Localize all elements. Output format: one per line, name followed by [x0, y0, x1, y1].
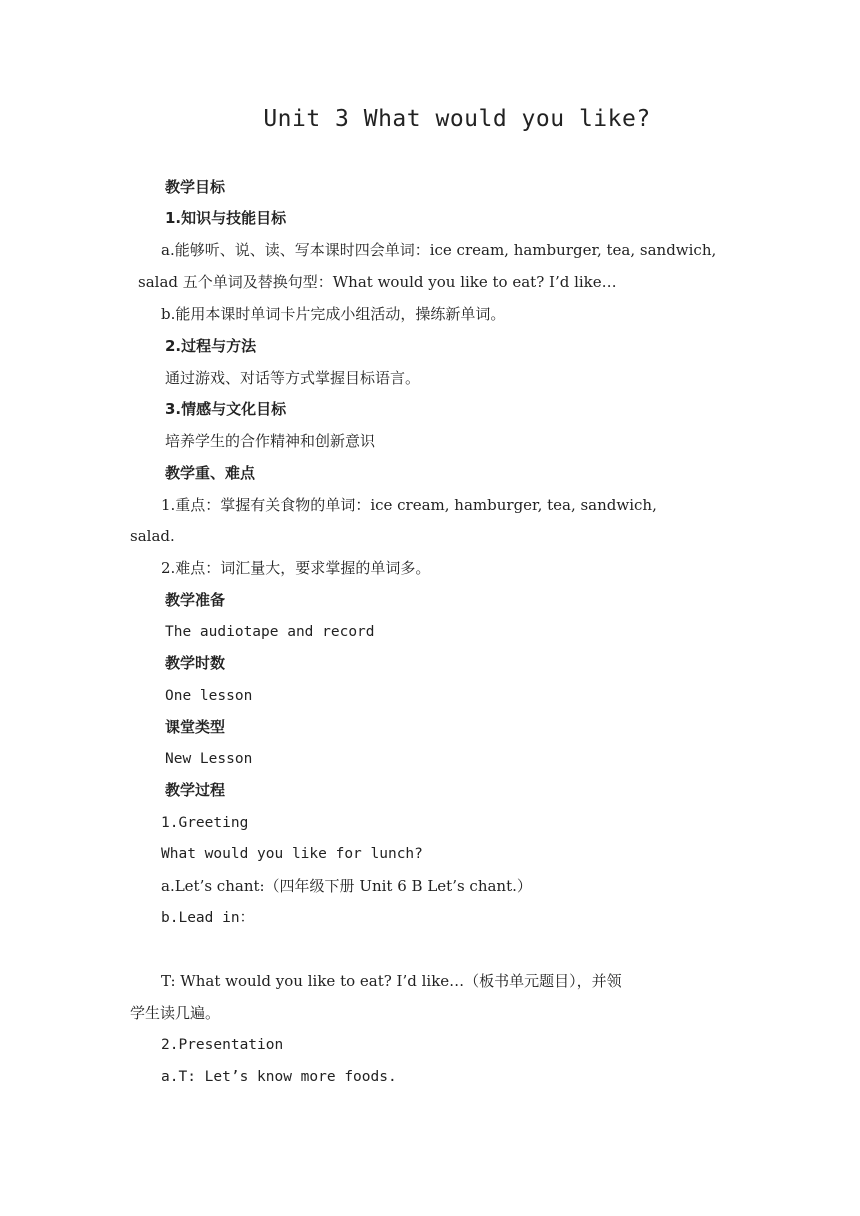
heading-process-method: 2.过程与方法 [165, 337, 257, 355]
heading-class-hours: 教学时数 [165, 654, 226, 672]
emotion-culture-text: 培养学生的合作精神和创新意识 [165, 432, 376, 450]
greeting-item-a: a.Let’s chant:（四年级下册 Unit 6 B Let’s chant.） [161, 877, 532, 895]
heading-preparation: 教学准备 [165, 591, 226, 609]
heading-class-type: 课堂类型 [165, 718, 226, 736]
class-type-text: New Lesson [165, 751, 253, 767]
heading-key-difficult: 教学重、难点 [165, 464, 256, 482]
knowledge-item-b: b.能用本课时单词卡片完成小组活动，操练新单词。 [161, 305, 506, 323]
document-title: Unit 3 What would you like? [263, 106, 651, 132]
greeting-item-b: b.Lead in： [161, 910, 255, 926]
heading-knowledge-skills: 1.知识与技能目标 [165, 209, 287, 227]
difficult-point: 2.难点：词汇量大，要求掌握的单词多。 [161, 559, 431, 577]
presentation-item-a: a.T: Let’s know more foods. [161, 1069, 397, 1085]
preparation-text: The audiotape and record [165, 624, 375, 640]
key-point-line1: 1.重点：掌握有关食物的单词：ice cream, hamburger, tea, sandwich, [161, 496, 657, 514]
procedure-step-greeting: 1.Greeting [161, 815, 249, 831]
teacher-line2: 学生读几遍。 [130, 1004, 221, 1022]
procedure-step-presentation: 2.Presentation [161, 1037, 284, 1053]
process-method-text: 通过游戏、对话等方式掌握目标语言。 [165, 369, 421, 387]
heading-emotion-culture: 3.情感与文化目标 [165, 400, 287, 418]
knowledge-item-a-line1: a.能够听、说、读、写本课时四会单词：ice cream, hamburger, tea, sandwich, [161, 241, 717, 259]
key-point-line2: salad. [130, 527, 175, 545]
heading-teaching-goals: 教学目标 [165, 178, 226, 196]
heading-teaching-procedure: 教学过程 [165, 781, 226, 799]
greeting-question: What would you like for lunch? [161, 846, 423, 862]
teacher-line1: T: What would you like to eat? I’d like…（板书单元题目），并领 [161, 972, 622, 990]
knowledge-item-a-line2: salad 五个单词及替换句型：What would you like to eat? I’d like… [138, 273, 617, 291]
class-hours-text: One lesson [165, 688, 253, 704]
